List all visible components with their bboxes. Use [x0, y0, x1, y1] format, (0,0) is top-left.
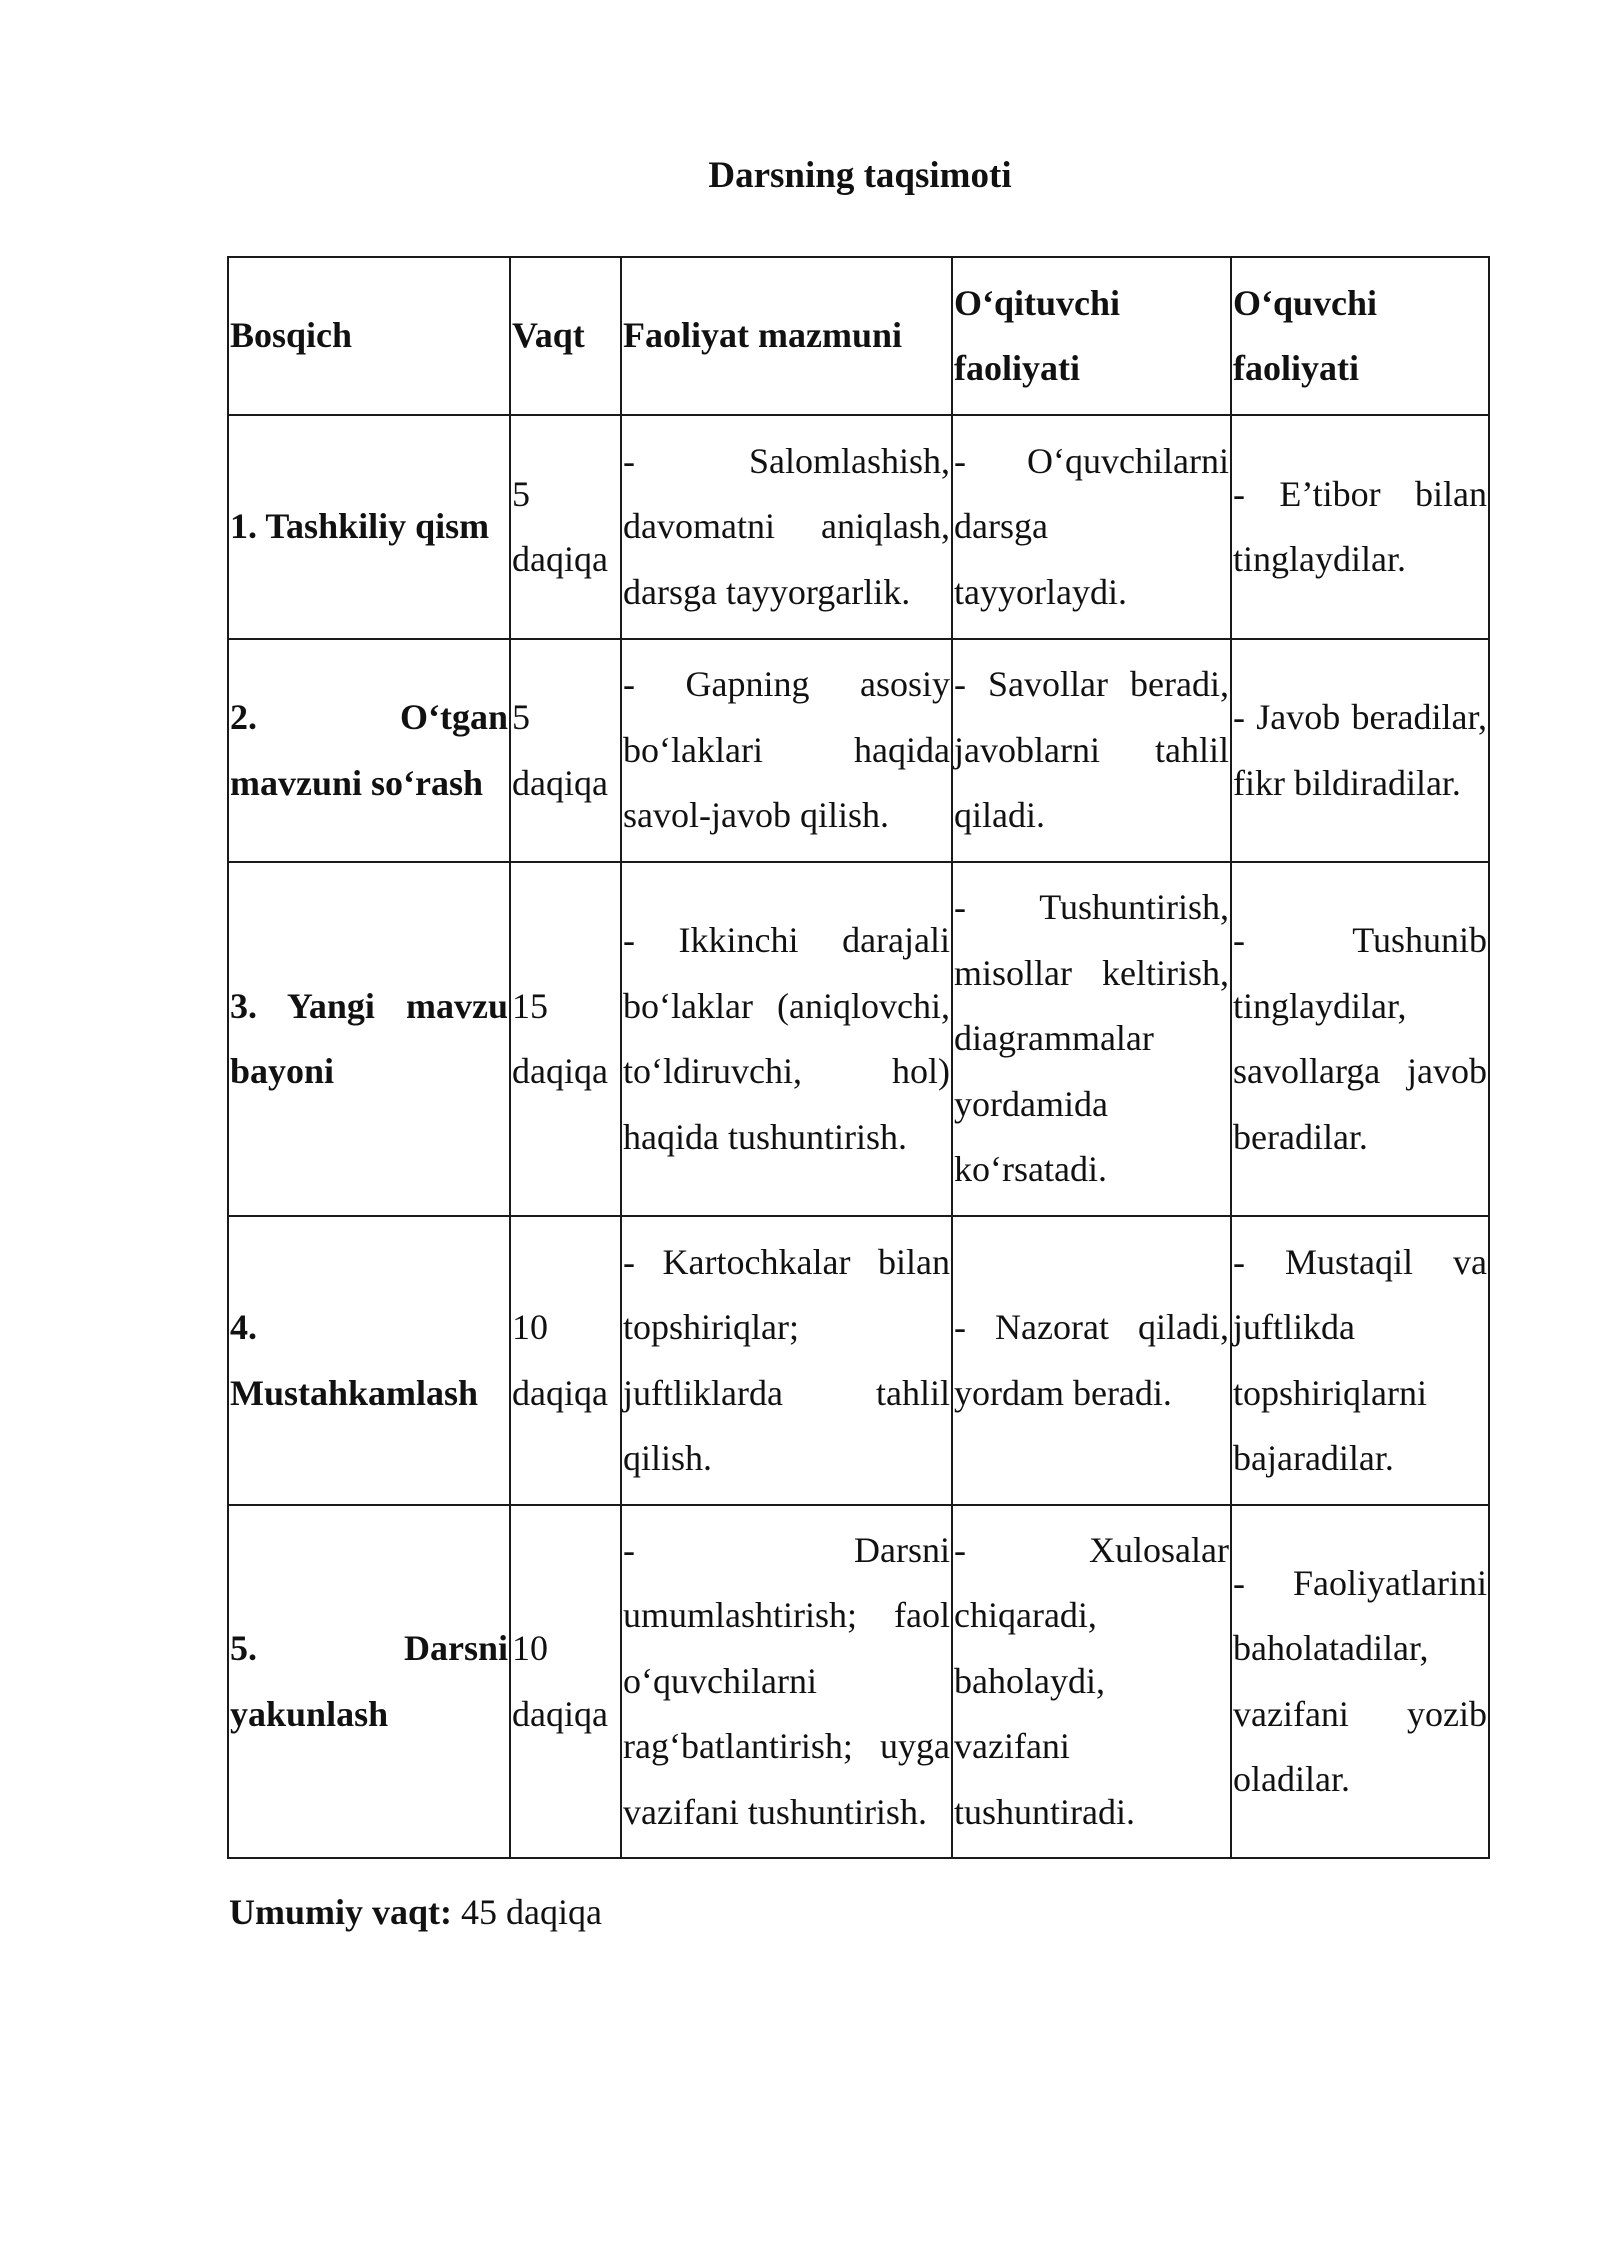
- student-cell: - E’tibor bilan tinglaydilar.: [1231, 415, 1489, 639]
- total-time-label: Umumiy vaqt:: [229, 1892, 452, 1932]
- header-student-activity: O‘quvchi faoliyati: [1231, 257, 1489, 415]
- header-time: Vaqt: [510, 257, 621, 415]
- teacher-cell: - Savollar beradi, javoblarni tahlil qiladi.: [952, 639, 1231, 862]
- student-cell: - Tushunib tinglaydilar, savollarga javob beradilar.: [1231, 862, 1489, 1216]
- lesson-plan-table: [227, 256, 1490, 1859]
- student-cell: - Javob beradilar, fikr bildiradilar.: [1231, 639, 1489, 862]
- table-row: [228, 639, 1489, 862]
- content-cell: - Darsni umumlashtirish; faol o‘quvchilarni rag‘batlantirish; uyga vazifani tushuntirish.: [621, 1505, 952, 1858]
- header-teacher-activity: O‘qituvchi faoliyati: [952, 257, 1231, 415]
- time-cell: 5 daqiqa: [510, 415, 621, 639]
- total-time-value: 45 daqiqa: [461, 1892, 602, 1932]
- table-row: [228, 862, 1489, 1216]
- header-stage: Bosqich: [228, 257, 510, 415]
- teacher-cell: - O‘quvchilarni darsga tayyorlaydi.: [952, 415, 1231, 639]
- teacher-cell: - Nazorat qiladi, yordam beradi.: [952, 1216, 1231, 1505]
- total-time: [229, 1888, 602, 1936]
- stage-cell: 4. Mustahkamlash: [228, 1216, 510, 1505]
- stage-cell: 1. Tashkiliy qism: [228, 415, 510, 639]
- table-row: [228, 1505, 1489, 1858]
- stage-cell: 3. Yangi mavzu bayoni: [228, 862, 510, 1216]
- teacher-cell: - Tushuntirish, misollar keltirish, diagrammalar yordamida ko‘rsatadi.: [952, 862, 1231, 1216]
- content-cell: - Gapning asosiy bo‘laklari haqida savol-javob qilish.: [621, 639, 952, 862]
- student-cell: - Mustaqil va juftlikda topshiriqlarni bajaradilar.: [1231, 1216, 1489, 1505]
- header-content: Faoliyat mazmuni: [621, 257, 952, 415]
- content-cell: - Ikkinchi darajali bo‘laklar (aniqlovchi, to‘ldiruvchi, hol) haqida tushuntirish.: [621, 862, 952, 1216]
- table-row: [228, 415, 1489, 639]
- stage-cell: 2. O‘tgan mavzuni so‘rash: [228, 639, 510, 862]
- teacher-cell: - Xulosalar chiqaradi, baholaydi, vazifani tushuntiradi.: [952, 1505, 1231, 1858]
- table-header-row: [228, 257, 1489, 415]
- time-cell: 15 daqiqa: [510, 862, 621, 1216]
- content-cell: - Salomlashish, davomatni aniqlash, darsga tayyorgarlik.: [621, 415, 952, 639]
- stage-cell: 5. Darsni yakunlash: [228, 1505, 510, 1858]
- time-cell: 10 daqiqa: [510, 1505, 621, 1858]
- time-cell: 5 daqiqa: [510, 639, 621, 862]
- student-cell: - Faoliyatlarini baholatadilar, vazifani yozib oladilar.: [1231, 1505, 1489, 1858]
- content-cell: - Kartochkalar bilan topshiriqlar; juftliklarda tahlil qilish.: [621, 1216, 952, 1505]
- page-title: Darsning taqsimoti: [708, 155, 1012, 196]
- table-row: [228, 1216, 1489, 1505]
- time-cell: 10 daqiqa: [510, 1216, 621, 1505]
